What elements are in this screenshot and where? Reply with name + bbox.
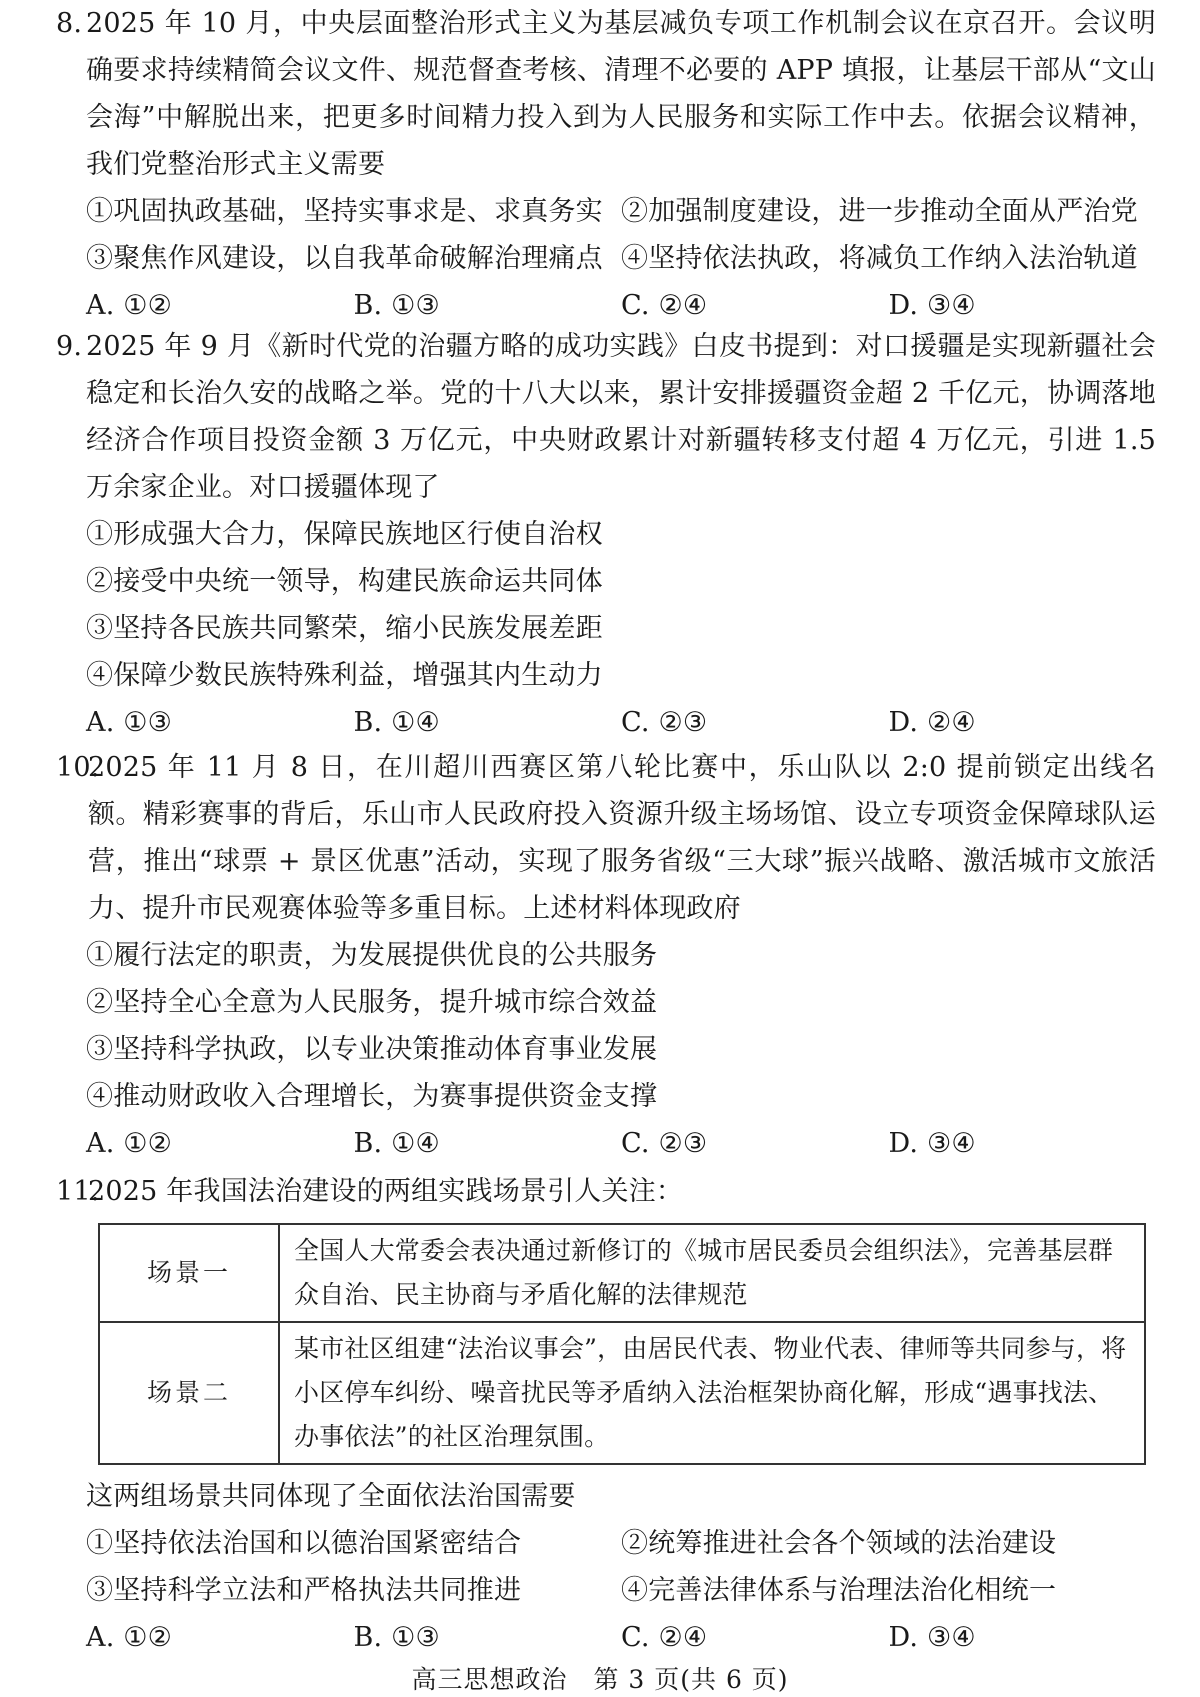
option-1: ①形成强大合力，保障民族地区行使自治权 bbox=[86, 519, 603, 550]
question-prompt: 这两组场景共同体现了全面依法治国需要 bbox=[86, 1481, 576, 1512]
scenario-label: 场景二 bbox=[99, 1322, 279, 1464]
answer-choices bbox=[56, 282, 1156, 329]
option-3: ③坚持科学执政，以专业决策推动体育事业发展 bbox=[86, 1034, 658, 1065]
option-2: ②接受中央统一领导，构建民族命运共同体 bbox=[86, 566, 603, 597]
choice-b[interactable]: B. ①③ bbox=[353, 1622, 440, 1653]
option-row bbox=[56, 1567, 1156, 1614]
choice-b[interactable]: B. ①④ bbox=[353, 1128, 440, 1159]
question-9 bbox=[56, 323, 1156, 746]
option-4: ④保障少数民族特殊利益，增强其内生动力 bbox=[86, 660, 603, 691]
option-3: ③坚持各民族共同繁荣，缩小民族发展差距 bbox=[86, 613, 603, 644]
choice-a[interactable]: A. ①② bbox=[86, 290, 173, 321]
choice-d[interactable]: D. ③④ bbox=[888, 1622, 976, 1653]
option-row bbox=[56, 188, 1156, 235]
scenario-text: 某市社区组建“法治议事会”，由居民代表、物业代表、律师等共同参与，将小区停车纠纷、噪音扰民等矛盾纳入法治框架协商化解，形成“遇事找法、办事依法”的社区治理氛围。 bbox=[279, 1322, 1145, 1464]
option-4: ④推动财政收入合理增长，为赛事提供资金支撑 bbox=[86, 1081, 658, 1112]
answer-choices bbox=[56, 699, 1156, 746]
option-1: ①履行法定的职责，为发展提供优良的公共服务 bbox=[86, 940, 658, 971]
question-11 bbox=[56, 1168, 1156, 1661]
question-number: 10. bbox=[56, 752, 100, 783]
scenario-text: 全国人大常委会表决通过新修订的《城市居民委员会组织法》，完善基层群众自治、民主协商与矛盾化解的法律规范 bbox=[279, 1224, 1145, 1322]
choice-c[interactable]: C. ②③ bbox=[621, 707, 708, 738]
question-10 bbox=[56, 744, 1156, 1167]
page-footer: 高三思想政治 第 3 页(共 6 页) bbox=[411, 1665, 789, 1694]
answer-choices bbox=[56, 1614, 1156, 1661]
choice-d[interactable]: D. ②④ bbox=[888, 707, 976, 738]
choice-c[interactable]: C. ②④ bbox=[621, 290, 708, 321]
option-2: ②加强制度建设，进一步推动全面从严治党 bbox=[621, 196, 1138, 227]
option-row bbox=[56, 1520, 1156, 1567]
table-row bbox=[99, 1224, 1145, 1322]
question-number: 11. bbox=[56, 1176, 100, 1207]
choice-b[interactable]: B. ①③ bbox=[353, 290, 440, 321]
option-1: ①巩固执政基础，坚持实事求是、求真务实 bbox=[86, 196, 603, 227]
option-2: ②坚持全心全意为人民服务，提升城市综合效益 bbox=[86, 987, 658, 1018]
option-1: ①坚持依法治国和以德治国紧密结合 bbox=[86, 1528, 522, 1559]
question-number: 8. bbox=[56, 8, 83, 39]
option-4: ④完善法律体系与治理法治化相统一 bbox=[621, 1575, 1057, 1606]
option-4: ④坚持依法执政，将减负工作纳入法治轨道 bbox=[621, 243, 1138, 274]
option-3: ③坚持科学立法和严格执法共同推进 bbox=[86, 1575, 522, 1606]
scenario-table bbox=[98, 1223, 1146, 1465]
option-2: ②统筹推进社会各个领域的法治建设 bbox=[621, 1528, 1057, 1559]
choice-a[interactable]: A. ①③ bbox=[86, 707, 173, 738]
choice-c[interactable]: C. ②③ bbox=[621, 1128, 708, 1159]
choice-d[interactable]: D. ③④ bbox=[888, 1128, 976, 1159]
choice-a[interactable]: A. ①② bbox=[86, 1128, 173, 1159]
table-row bbox=[99, 1322, 1145, 1464]
choice-c[interactable]: C. ②④ bbox=[621, 1622, 708, 1653]
question-stem: 2025 年 10 月，中央层面整治形式主义为基层减负专项工作机制会议在京召开。会议明确要求持续精简会议文件、规范督查考核、清理不必要的 APP 填报，让基层干部从“文山会海”中解脱出来，把更多时间精力投入到为人民服务和实际工作中去。依据会议精神，我们党整治形式主义需要 bbox=[86, 8, 1156, 180]
answer-choices bbox=[56, 1120, 1156, 1167]
scenario-label: 场景一 bbox=[99, 1224, 279, 1322]
choice-d[interactable]: D. ③④ bbox=[888, 290, 976, 321]
choice-a[interactable]: A. ①② bbox=[86, 1622, 173, 1653]
question-stem: 2025 年 9 月《新时代党的治疆方略的成功实践》白皮书提到：对口援疆是实现新疆社会稳定和长治久安的战略之举。党的十八大以来，累计安排援疆资金超 2 千亿元，协调落地经济合作项目投资金额 3 万亿元，中央财政累计对新疆转移支付超 4 万亿元，引进 1.5 万余家企业。对口援疆体现了 bbox=[86, 331, 1156, 503]
question-8 bbox=[56, 0, 1156, 329]
option-row bbox=[56, 235, 1156, 282]
question-number: 9. bbox=[56, 331, 83, 362]
option-3: ③聚焦作风建设，以自我革命破解治理痛点 bbox=[86, 243, 603, 274]
question-stem: 2025 年 11 月 8 日，在川超川西赛区第八轮比赛中，乐山队以 2:0 提前锁定出线名额。精彩赛事的背后，乐山市人民政府投入资源升级主场场馆、设立专项资金保障球队运营，推出“球票 + 景区优惠”活动，实现了服务省级“三大球”振兴战略、激活城市文旅活力、提升市民观赛体验等多重目标。上述材料体现政府 bbox=[88, 752, 1156, 924]
question-stem: 2025 年我国法治建设的两组实践场景引人关注： bbox=[88, 1176, 684, 1207]
choice-b[interactable]: B. ①④ bbox=[353, 707, 440, 738]
